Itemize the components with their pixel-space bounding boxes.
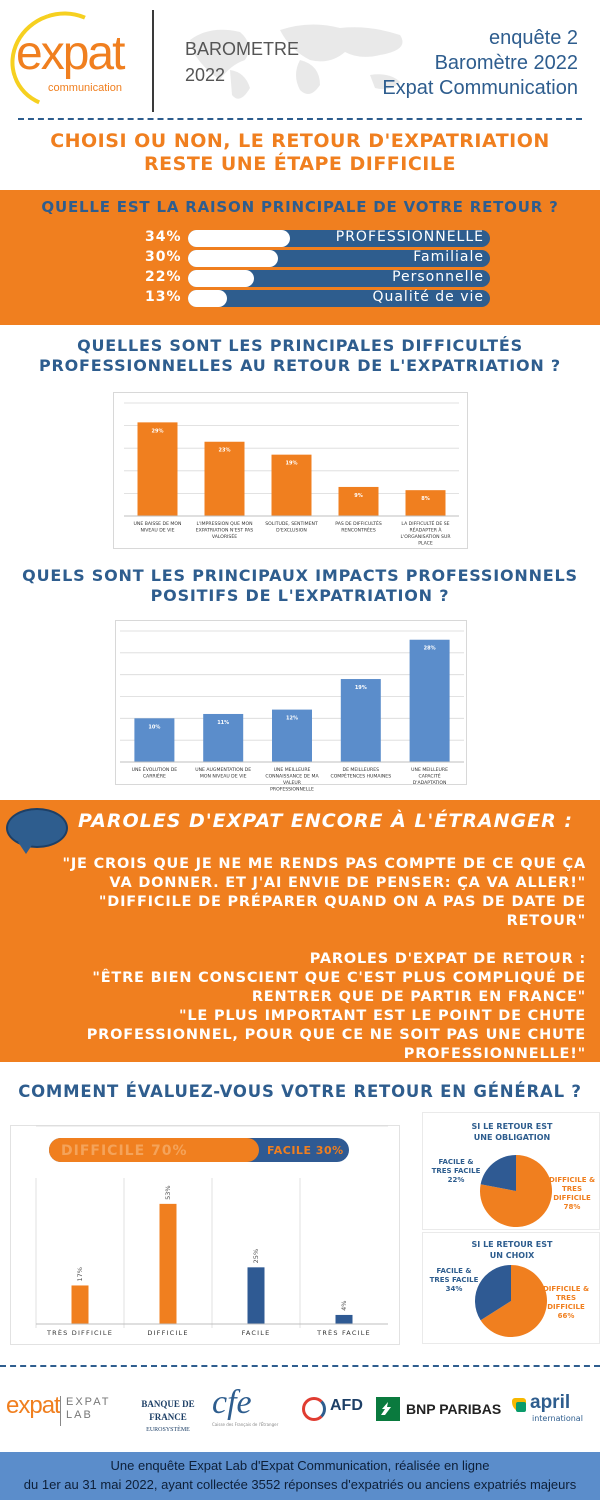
paroles-retour-title: PAROLES D'EXPAT DE RETOUR : — [309, 951, 586, 967]
afd-circle-icon — [302, 1397, 326, 1421]
bar-value-label: 23% — [218, 447, 231, 454]
paroles-title: PAROLES D'EXPAT ENCORE À L'ÉTRANGER : — [78, 810, 573, 832]
pie-choix-difficile-label: DIFFICILE & TRES DIFFICILE 66% — [542, 1285, 590, 1320]
header — [0, 0, 600, 122]
footer-line-1: Une enquête Expat Lab d'Expat Communication, réalisée en ligne — [110, 1458, 490, 1473]
raison-bar-fill — [188, 290, 227, 307]
section-difficultes-title: QUELLES SONT LES PRINCIPALES DIFFICULTÉS PROFESSIONNELLES AU RETOUR DE L'EXPATRIATION ? — [39, 336, 561, 375]
raison-bar-fill — [188, 270, 254, 287]
category-label: DE MEILLEURES — [342, 768, 380, 773]
pie-obligation-chart — [478, 1153, 554, 1229]
raison-bar-label: Qualité de vie — [372, 289, 484, 305]
quote-2: "DIFFICILE DE PRÉPARER QUAND ON A PAS DE DATE DE RETOUR" — [98, 894, 586, 929]
quote-4: "LE PLUS IMPORTANT EST LE POINT DE CHUTE PROFESSIONNEL, POUR QUE CE NE SOIT PAS UNE CHUTE PROFESSIONNELLE!" — [86, 1008, 586, 1062]
category-label: EXPATRIATION N'EST PAS — [195, 528, 254, 534]
section-impacts-title: QUELS SONT LES PRINCIPAUX IMPACTS PROFESSIONNELS POSITIFS DE L'EXPATRIATION ? — [22, 566, 578, 605]
banque-de-france-logo: BANQUE DE FRANCE EUROSYSTÈME — [141, 1399, 195, 1433]
raison-bar — [188, 230, 490, 247]
quote-3: "ÊTRE BIEN CONSCIENT QUE C'EST PLUS COMPLIQUÉ DE RENTRER QUE DE PARTIR EN FRANCE" — [92, 970, 586, 1005]
category-label: COMPÉTENCES HUMAINES — [330, 774, 392, 780]
category-label: UNE MEILLEURE — [273, 768, 311, 773]
pie-obligation-difficile-label: DIFFICILE & TRES DIFFICILE 78% — [548, 1176, 596, 1211]
category-label: LA DIFFICULTÉ DE SE — [401, 522, 450, 527]
category-label: CARRIÈRE — [142, 774, 166, 780]
pie-choix-title: SI LE RETOUR EST UN CHOIX — [471, 1240, 553, 1260]
bar — [339, 487, 379, 516]
category-label: DIFFICILE — [147, 1329, 189, 1337]
bar-value-label: 53% — [164, 1185, 172, 1200]
bar-value-label: 8% — [421, 496, 430, 503]
category-label: D'ADAPTATION — [412, 781, 447, 786]
cfe-logo: cfe Caisse des Français de l'Étranger — [212, 1384, 279, 1427]
category-label: SOLITUDE, SENTIMENT — [265, 522, 318, 527]
bnp-stars-icon — [376, 1397, 400, 1421]
category-label: UNE ÉVOLUTION DE — [131, 768, 178, 773]
afd-logo: AFD — [330, 1397, 363, 1414]
section-raison-title: QUELLE EST LA RAISON PRINCIPALE DE VOTRE RETOUR ? — [41, 198, 559, 216]
category-label: PLACE — [418, 541, 433, 547]
category-label: FACILE — [241, 1329, 271, 1337]
pie-choix-facile-label: FACILE & TRES FACILE 34% — [429, 1267, 479, 1293]
bar-value-label: 28% — [423, 645, 436, 652]
raison-pct: 30% — [145, 249, 182, 265]
raison-bar-label: PROFESSIONNELLE — [335, 229, 484, 245]
pie-obligation-title: SI LE RETOUR EST UNE OBLIGATION — [471, 1122, 553, 1142]
expat-communication-logo: expat communication — [10, 12, 140, 108]
expat-logo-small: expat — [6, 1392, 60, 1419]
partners-row — [0, 1378, 600, 1448]
raison-bar — [188, 290, 490, 307]
category-label: TRÈS FACILE — [317, 1329, 371, 1337]
quote-1: "JE CROIS QUE JE NE ME RENDS PAS COMPTE DE CE QUE ÇA VA DONNER. ET J'AI ENVIE DE PENSER: ÇA VA ALLER!" — [62, 856, 586, 891]
category-label: PROFESSIONNELLE — [270, 787, 314, 793]
speech-bubble-tail — [18, 842, 34, 854]
category-label: CONNAISSANCE DE MA — [265, 774, 319, 780]
bar — [160, 1204, 177, 1324]
category-label: NIVEAU DE VIE — [140, 528, 175, 534]
footer — [0, 1452, 600, 1500]
bar-value-label: 19% — [285, 460, 298, 467]
raison-pct: 22% — [145, 269, 182, 285]
pie-choix-chart — [473, 1263, 549, 1339]
bar — [248, 1267, 265, 1324]
bar-value-label: 25% — [252, 1248, 260, 1264]
category-label: UNE MEILLEURE — [411, 768, 449, 773]
category-label: CAPACITÉ — [418, 774, 441, 780]
difficile-label: DIFFICILE 70% — [61, 1143, 188, 1159]
raison-bar-fill — [188, 250, 278, 267]
bar-value-label: 11% — [217, 719, 230, 726]
pie-obligation-facile-label: FACILE & TRES FACILE 22% — [431, 1158, 481, 1184]
header-divider — [152, 10, 154, 112]
raison-bar-fill — [188, 230, 290, 247]
bar-value-label: 17% — [76, 1267, 84, 1282]
page-title: CHOISI OU NON, LE RETOUR D'EXPATRIATION RESTE UNE ÉTAPE DIFFICILE — [50, 130, 550, 175]
section-raison — [0, 190, 600, 325]
bar — [72, 1285, 89, 1324]
partner-divider — [60, 1396, 61, 1426]
header-dashed-divider — [18, 118, 582, 120]
partners-dashed-divider — [0, 1365, 600, 1367]
category-label: L'ORGANISATION SUR — [400, 535, 451, 540]
evaluation-bar-chart — [11, 1126, 401, 1346]
bar-value-label: 12% — [286, 715, 298, 722]
category-label: UNE AUGMENTATION DE — [195, 768, 252, 773]
footer-line-2: du 1er au 31 mai 2022, ayant collectée 3552 réponses d'expatriés ou anciens expatriés majeurs — [23, 1477, 577, 1492]
bar — [138, 422, 178, 516]
pie-obligation-card — [422, 1112, 600, 1230]
evaluation-chart-frame — [10, 1125, 400, 1345]
bar — [406, 490, 446, 516]
impacts-bar-chart — [116, 621, 468, 793]
section-paroles — [0, 800, 600, 1062]
bar — [410, 640, 450, 762]
category-label: L'IMPRESSION QUE MON — [196, 522, 253, 527]
raison-pct: 34% — [145, 229, 182, 245]
category-label: MON NIVEAU DE VIE — [199, 774, 247, 780]
category-label: RENCONTRÉES — [341, 528, 376, 534]
survey-title: enquête 2 Baromètre 2022 Expat Communication — [382, 27, 578, 99]
pie-choix-card — [422, 1232, 600, 1344]
bar — [336, 1315, 353, 1324]
speech-bubble-icon — [6, 808, 68, 848]
expat-lab-logo: EXPAT LAB — [66, 1396, 111, 1421]
impacts-chart-frame — [115, 620, 467, 793]
raison-pct: 13% — [145, 289, 182, 305]
category-label: VALEUR — [282, 781, 302, 786]
category-label: RÉADAPTER À — [409, 528, 442, 534]
category-label: VALORISÉE — [211, 535, 238, 540]
category-label: TRÈS DIFFICILE — [46, 1329, 114, 1337]
bar-value-label: 19% — [354, 685, 367, 692]
bnp-paribas-logo: BNP PARIBAS — [406, 1401, 502, 1417]
raison-bar-label: Personnelle — [392, 269, 484, 285]
section-evaluation-title: COMMENT ÉVALUEZ-VOUS VOTRE RETOUR EN GÉNÉRAL ? — [18, 1082, 582, 1101]
bar-value-label: 29% — [151, 428, 164, 435]
category-label: PAS DE DIFFICULTÉS — [335, 522, 382, 527]
april-logo: april international — [512, 1394, 598, 1430]
barometre-label: BAROMETRE 2022 — [185, 39, 300, 85]
facile-label: FACILE 30% — [267, 1144, 344, 1157]
bar — [341, 679, 381, 762]
raison-bar-label: Familiale — [413, 249, 484, 265]
bar-value-label: 4% — [340, 1300, 348, 1311]
raison-bar — [188, 270, 490, 287]
raison-bar — [188, 250, 490, 267]
bar-value-label: 9% — [354, 492, 363, 499]
category-label: D'EXCLUSION — [276, 528, 307, 534]
bar-value-label: 10% — [148, 724, 161, 731]
difficultes-bar-chart — [114, 393, 469, 550]
category-label: UNE BAISSE DE MON — [133, 522, 182, 527]
difficultes-chart-frame — [113, 392, 468, 549]
